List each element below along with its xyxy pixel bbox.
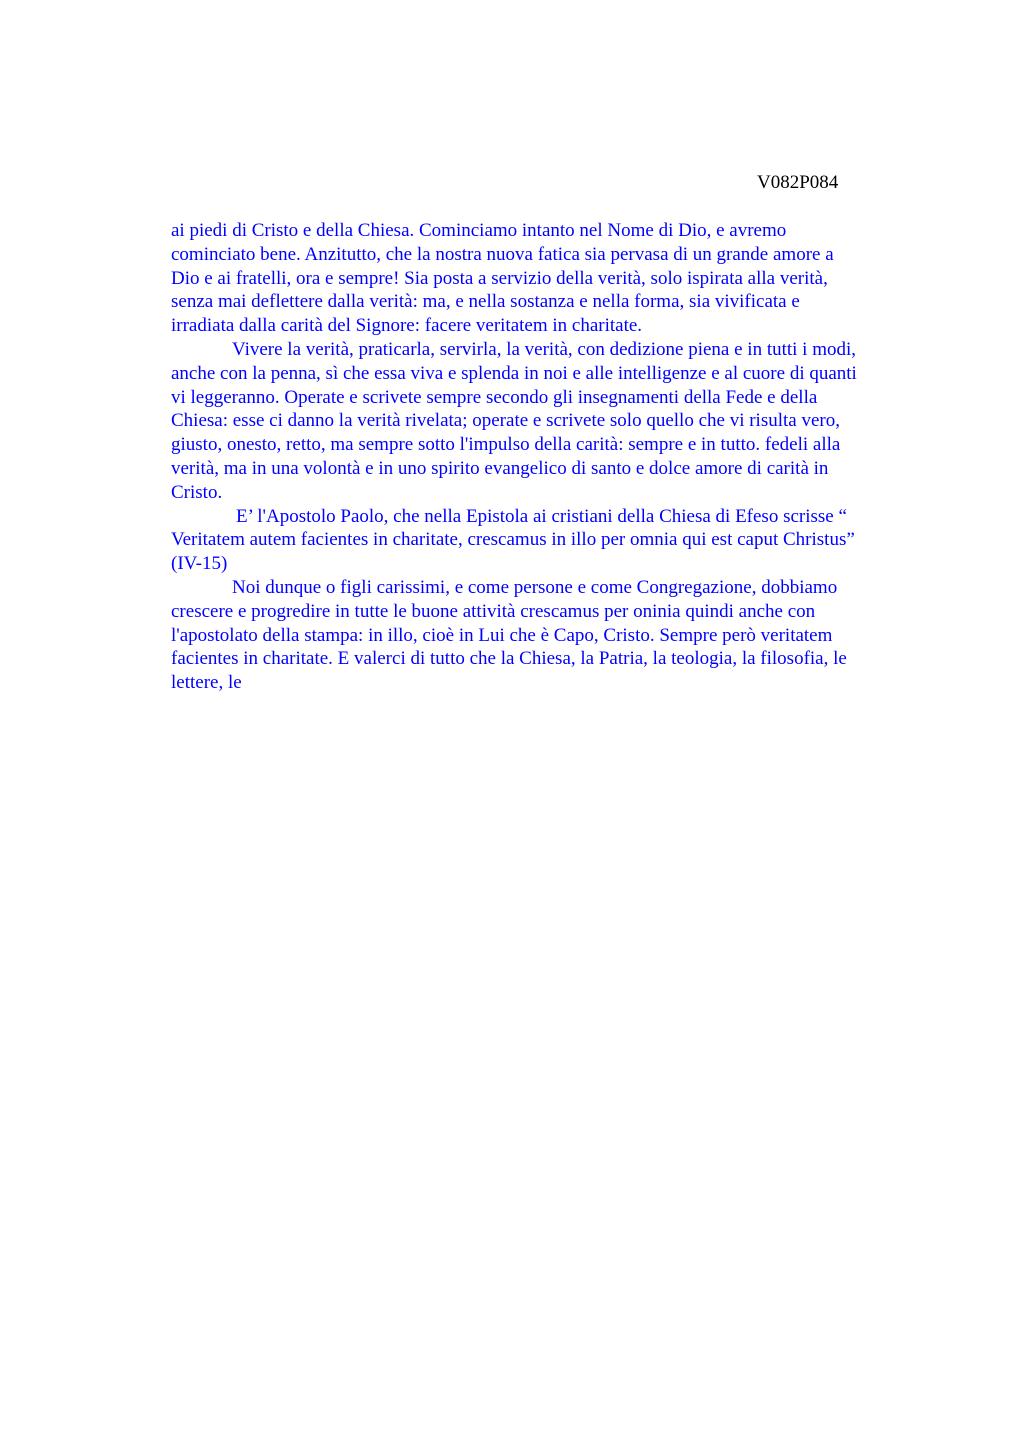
text-line: Cristo.: [171, 481, 223, 503]
text-line: vi leggeranno. Operate e scrivete sempre secondo gli insegnamenti della Fede e della: [171, 386, 818, 408]
text-line: verità, ma in una volontà e in uno spirito evangelico di santo e dolce amore di carità in: [171, 457, 829, 479]
text-line: giusto, onesto, retto, ma sempre sotto l'impulso della carità: sempre e in tutto. fedeli alla: [171, 434, 841, 456]
text-line: Chiesa: esse ci danno la verità rivelata; operate e scrivete solo quello che vi risulta vero,: [171, 410, 840, 432]
paragraph-start-line: Vivere la verità, praticarla, servirla, la verità, con dedizione piena e in tutti i modi,: [232, 338, 857, 360]
text-line: l'apostolato della stampa: in illo, cioè in Lui che è Capo, Cristo. Sempre però veritatem: [171, 624, 833, 646]
paragraph-start-line: E’ l'Apostolo Paolo, che nella Epistola ai cristiani della Chiesa di Efeso scrisse “: [236, 505, 847, 527]
page-code: V082P084: [757, 172, 839, 193]
document-body: [171, 219, 923, 695]
text-line: facientes in charitate. E valerci di tutto che la Chiesa, la Patria, la teologia, la filosofia, le: [171, 648, 847, 670]
text-line: senza mai deflettere dalla verità: ma, e nella sostanza e nella forma, sia vivificata e: [171, 291, 800, 313]
text-line: crescere e progredire in tutte le buone attività crescamus per oninia quindi anche con: [171, 600, 816, 622]
text-line: Veritatem autem facientes in charitate, crescamus in illo per omnia qui est caput Christus”: [171, 529, 855, 551]
text-line: anche con la penna, sì che essa viva e splenda in noi e alle intelligenze e al cuore di quanti: [171, 362, 857, 384]
text-line: cominciato bene. Anzitutto, che la nostra nuova fatica sia pervasa di un grande amore a: [171, 243, 834, 265]
text-line: lettere, le: [171, 672, 242, 694]
text-line: Dio e ai fratelli, ora e sempre! Sia posta a servizio della verità, solo ispirata alla verità,: [171, 267, 828, 289]
text-line: irradiata dalla carità del Signore: facere veritatem in charitate.: [171, 315, 643, 337]
text-line: ai piedi di Cristo e della Chiesa. Cominciamo intanto nel Nome di Dio, e avremo: [171, 220, 787, 241]
paragraph-start-line: Noi dunque o figli carissimi, e come persone e come Congregazione, dobbiamo: [232, 576, 838, 598]
text-line: (IV-15): [171, 553, 228, 575]
